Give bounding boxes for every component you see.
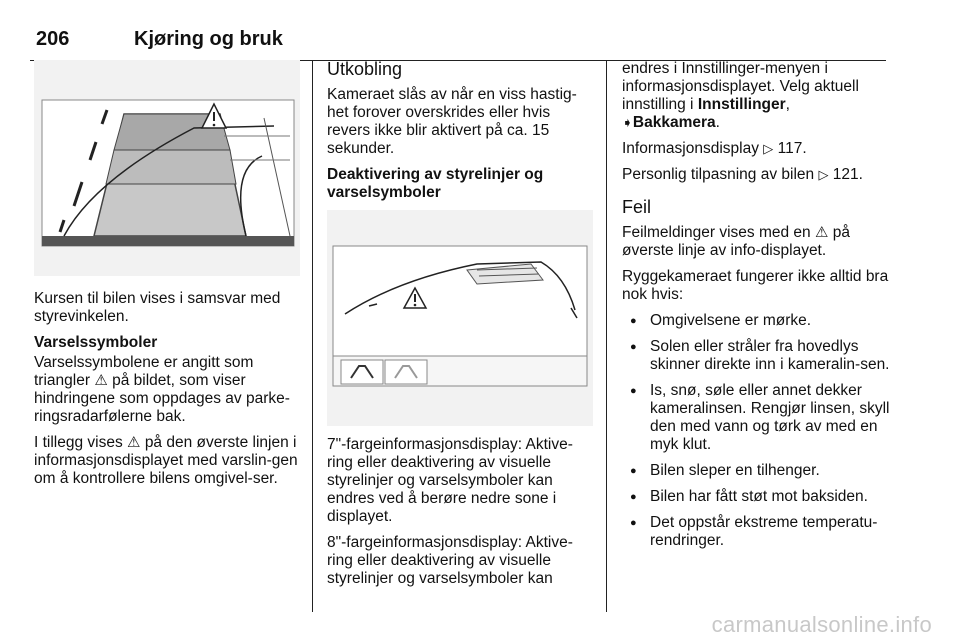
text-fragment: . [715, 114, 720, 131]
text-fragment: på bildet, som viser hindringene som oppdages av parke-ringsradarfølerne bak. [34, 372, 290, 425]
text-fragment: Personlig tilpasning av bilen [622, 166, 815, 183]
text-fragment: endres i Innstillinger-menyen i informasjonsdisplayet. Velg aktuell innstilling i [622, 60, 859, 113]
display-figure [327, 210, 593, 426]
text-fragment: Varselssymbolene er angitt som triangler [34, 354, 254, 389]
page-header [30, 14, 886, 54]
text-fragment: 117. [777, 140, 807, 157]
list-item: ● Solen eller stråler fra hovedlys skinner direkte inn i kameralin-sen. [622, 338, 890, 374]
paragraph-camera-conditions: Ryggekameraet fungerer ikke alltid bra nok hvis: [622, 268, 889, 303]
page-reference-arrow-icon: ▷ [763, 141, 774, 156]
text-fragment: Feilmeldinger vises med en [622, 224, 811, 241]
page-number: 206 [36, 28, 70, 50]
conditions-list [622, 312, 890, 550]
paragraph-7inch: 7"-fargeinformasjonsdisplay: Aktive-ring eller deaktivering av visuelle styrelinjer og varselsymboler kan endres ved å berøre nedre sone i displayet. [327, 436, 573, 525]
paragraph-top-line [34, 434, 300, 488]
heading-warning-symbols: Varselssymboler [34, 334, 158, 351]
heading-switch-off: Utkobling [327, 59, 403, 79]
list-item: ● Bilen sleper en tilhenger. [622, 462, 890, 480]
column-divider-2 [606, 60, 607, 612]
warning-triangle-icon: ⚠ [814, 224, 829, 241]
menu-item-settings: Innstillinger [697, 96, 786, 113]
text-fragment: , [785, 96, 790, 113]
reference-personalization [622, 166, 890, 184]
warning-triangle-icon: ⚠ [127, 434, 141, 451]
guideline-illustration [34, 60, 300, 276]
menu-arrow-icon: ➧ [622, 115, 633, 130]
column-1 [34, 60, 300, 496]
list-item: ● Det oppstår ekstreme temperatu-rendringer. [622, 514, 890, 550]
reference-info-display [622, 140, 890, 158]
column-3 [622, 60, 890, 558]
display-illustration [327, 210, 593, 426]
text-fragment: I tillegg vises [34, 434, 123, 451]
section-title: Kjøring og bruk [134, 28, 283, 50]
paragraph-triangles [34, 354, 300, 426]
paragraph-switch-off: Kameraet slås av når en viss hastig-het forover overskrides eller hvis revers ikke blir aktivert på ca. 15 sekunder. [327, 86, 577, 157]
watermark: carmanualsonline.info [711, 612, 932, 637]
paragraph-8inch: 8"-fargeinformasjonsdisplay: Aktive-ring eller deaktivering av visuelle styrelinjer og varselsymboler kan [327, 534, 573, 587]
paragraph-error-messages [622, 224, 890, 260]
column-divider-1 [312, 60, 313, 612]
list-item: ● Bilen har fått støt mot baksiden. [622, 488, 890, 506]
page-reference-arrow-icon: ▷ [818, 167, 829, 182]
heading-deactivation: Deaktivering av styrelinjer og varselsymboler [327, 166, 544, 201]
camera-guideline-figure [34, 60, 300, 276]
text-fragment: Informasjonsdisplay [622, 140, 759, 157]
list-item: ● Is, snø, søle eller annet dekker kameralinsen. Rengjør linsen, skyll den med vann og tørk av med en myk klut. [622, 382, 890, 454]
heading-faults: Feil [622, 197, 652, 217]
text-fragment: 121. [832, 166, 863, 183]
paragraph-steering: Kursen til bilen vises i samsvar med styrevinkelen. [34, 290, 281, 325]
text-fragment: på øverste linje av info-displayet. [622, 224, 850, 259]
column-2 [327, 60, 593, 596]
text-fragment: på den øverste linjen i informasjonsdisplayet med varslin-gen om å kontrollere bilens omgivel-ser. [34, 434, 298, 487]
list-item: ● Omgivelsene er mørke. [622, 312, 890, 330]
menu-item-rear-camera: Bakkamera [632, 114, 716, 131]
paragraph-settings [622, 60, 890, 132]
warning-triangle-icon: ⚠ [94, 372, 108, 389]
